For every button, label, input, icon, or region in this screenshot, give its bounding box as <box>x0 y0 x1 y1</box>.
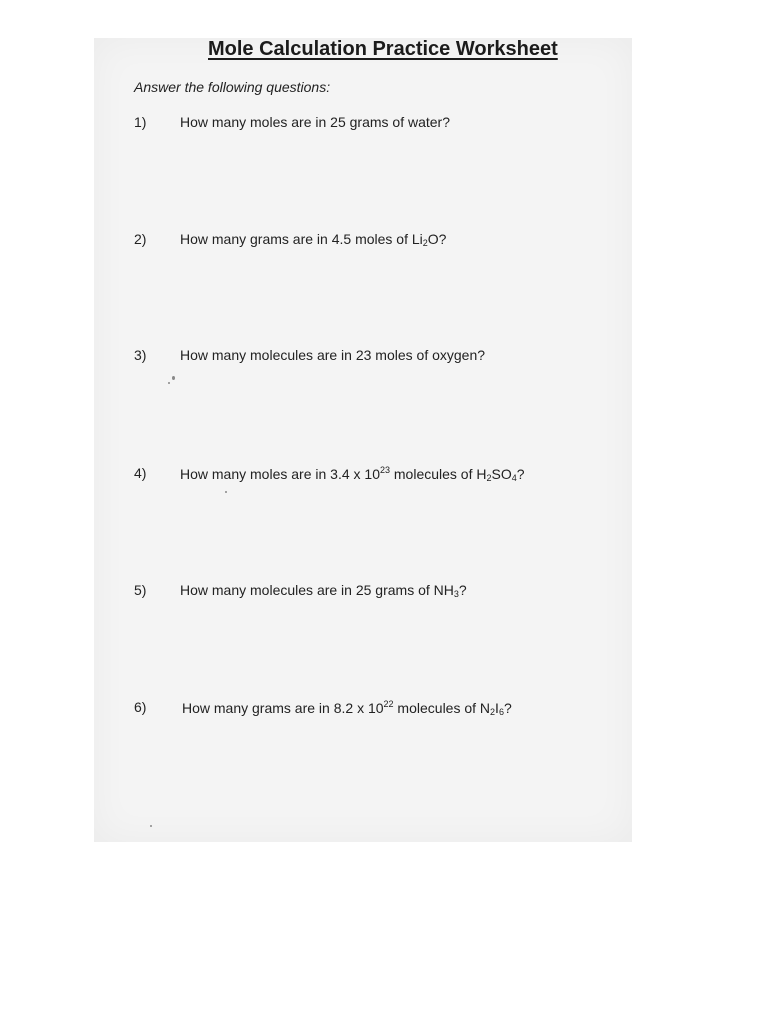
scan-speck <box>150 825 152 827</box>
scan-speck <box>225 491 227 493</box>
question-text: How many grams are in 8.2 x $10^{22}$ molecules of $N_2I_6$? <box>182 699 512 717</box>
question-text: How many molecules are in 23 moles of oxygen? <box>180 347 486 363</box>
question-number: 3) <box>134 347 147 363</box>
instructions: Answer the following questions: <box>134 79 331 95</box>
question-text: How many grams are in 4.5 moles of $Li_2O$? <box>180 231 447 248</box>
scanned-page <box>94 38 632 842</box>
question-number: 4) <box>134 465 147 481</box>
worksheet-title: Mole Calculation Practice Worksheet <box>208 38 558 60</box>
question-number: 2) <box>134 231 147 247</box>
scan-speck <box>172 376 175 380</box>
question-text: How many moles are in 25 grams of water? <box>180 114 450 130</box>
question-number: 5) <box>134 582 147 598</box>
question-number: 1) <box>134 114 147 130</box>
question-number: 6) <box>134 699 147 715</box>
question-text: How many molecules are in 25 grams of $NH_3$? <box>180 582 467 599</box>
question-text: How many moles are in 3.4 x $10^{23}$ molecules of $H_2SO_4$? <box>180 465 525 483</box>
scan-speck <box>168 382 170 384</box>
